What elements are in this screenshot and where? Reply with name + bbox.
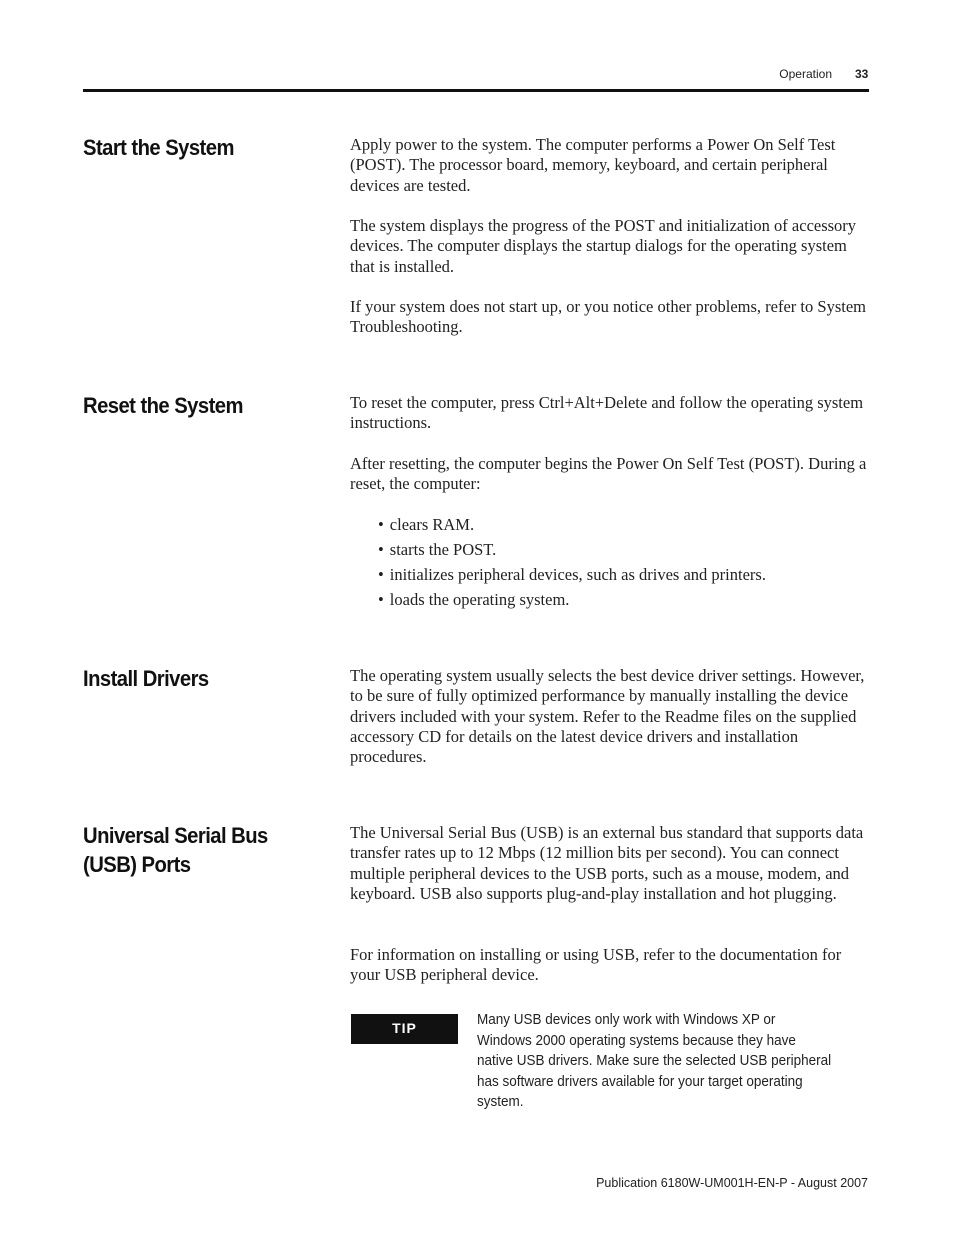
list-item: • initializes peripheral devices, such as drives and printers. (378, 565, 766, 590)
publication-footer: Publication 6180W-UM001H-EN-P - August 2007 (596, 1176, 868, 1190)
start-paragraph-1: Apply power to the system. The computer performs a Power On Self Test (POST). The processor board, memory, keyboard, and certain peripheral devices are tested. (350, 135, 836, 195)
header-rule (83, 89, 869, 92)
drivers-paragraph-1: The operating system usually selects the best device driver settings. However, to be sure of fully optimized performance by manually installing the device drivers included with your system. Refer to the Readme files on the supplied accessory CD for details on the latest device drivers and installation procedures. (350, 666, 865, 767)
usb-paragraph-1: The Universal Serial Bus (USB) is an external bus standard that supports data transfer rates up to 12 Mbps (12 million bits per second). You can connect multiple peripheral devices to the USB ports, such as a mouse, modem, and keyboard. USB also supports plug-and-play installation and hot plugging. (350, 823, 864, 903)
heading-reset-the-system: Reset the System (83, 393, 243, 418)
start-paragraph-3: If your system does not start up, or you notice other problems, refer to System Troubleshooting. (350, 297, 866, 337)
page-number: 33 (855, 67, 869, 81)
list-item: • loads the operating system. (378, 590, 766, 615)
heading-start-the-system: Start the System (83, 135, 234, 160)
heading-usb-ports: Universal Serial Bus (USB) Ports (83, 823, 268, 877)
reset-bullet-list (378, 515, 766, 615)
list-item: • clears RAM. (378, 515, 766, 540)
heading-install-drivers: Install Drivers (83, 666, 209, 691)
tip-text: Many USB devices only work with Windows XP or Windows 2000 operating systems because they have native USB drivers. Make sure the selected USB peripheral has software drivers available for your target operating system. (477, 1011, 832, 1110)
reset-paragraph-2: After resetting, the computer begins the Power On Self Test (POST). During a reset, the computer: (350, 454, 867, 494)
reset-paragraph-1: To reset the computer, press Ctrl+Alt+Delete and follow the operating system instructions. (350, 393, 864, 433)
header-section-name: Operation (779, 67, 832, 81)
usb-paragraph-2: For information on installing or using USB, refer to the documentation for your USB peripheral device. (350, 945, 842, 985)
list-item: • starts the POST. (378, 540, 766, 565)
start-paragraph-2: The system displays the progress of the POST and initialization of accessory devices. The computer displays the startup dialogs for the operating system that is installed. (350, 216, 857, 276)
tip-badge: TIP (351, 1014, 458, 1044)
